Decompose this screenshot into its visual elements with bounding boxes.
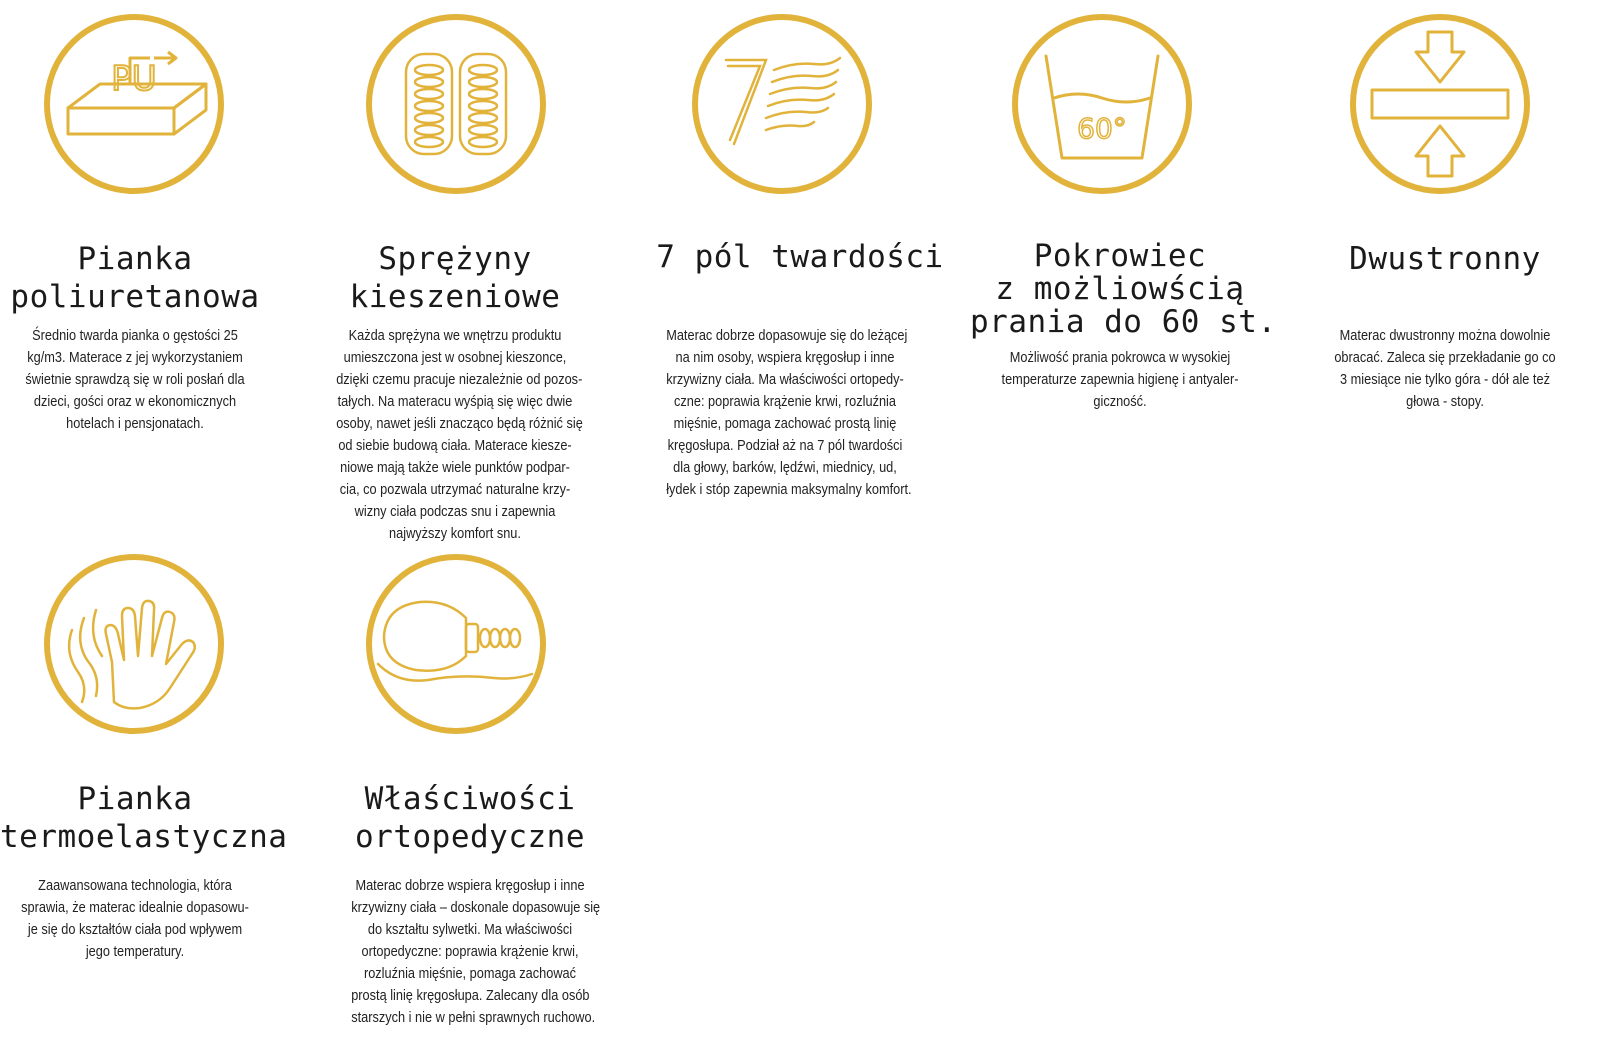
desc-line: na nim osoby, wspiera kręgosłup i inne (675, 350, 895, 366)
title-line: Pianka (77, 241, 193, 277)
desc-line: cia, co pozwala utrzymać naturalne krzy- (339, 482, 571, 498)
title-line: prania do 60 st. (970, 304, 1277, 340)
desc-line: Materac dwustronny można dowolnie (1339, 328, 1551, 344)
desc-line: hotelach i pensjonatach. (66, 416, 204, 432)
feature-title (970, 238, 1277, 340)
desc-line: starszych i nie w pełni sprawnych ruchowo. (351, 1010, 596, 1026)
desc-line: temperaturze zapewnia higienę i antyaler- (1001, 372, 1239, 388)
wash-60-icon (1010, 12, 1194, 196)
title-line: termoelastyczna (0, 819, 288, 855)
desc-line: tałych. Na materacu wyśpią się więc dwie (337, 394, 573, 410)
title-line: poliuretanowa (10, 279, 260, 315)
feature-orthopedic (320, 550, 620, 1050)
feature-description (666, 325, 912, 501)
desc-line: giczność. (1093, 394, 1147, 410)
desc-line: sprawia, że materac idealnie dopasowu- (21, 900, 249, 916)
desc-line: rozluźnia mięśnie, pomaga zachować (363, 966, 577, 982)
desc-line: je się do kształtów ciała pod wpływem (27, 922, 243, 938)
title-line: Pianka (77, 781, 193, 817)
feature-description (336, 325, 583, 545)
title-line: Właściwości (364, 781, 576, 817)
title-line: Pokrowiec (1033, 238, 1207, 274)
desc-line: prostą linię kręgosłupa. Zalecany dla osób (351, 988, 590, 1004)
desc-line: umieszczona jest w osobnej kieszonce, (343, 350, 567, 366)
desc-line: kg/m3. Materace z jej wykorzystaniem (27, 350, 243, 366)
title-line: kieszeniowe (349, 279, 561, 315)
desc-line: łydek i stóp zapewnia maksymalny komfort. (666, 482, 912, 498)
title-line: Dwustronny (1349, 241, 1541, 277)
feature-memory-foam (0, 550, 288, 970)
desc-line: krzywizny ciała – doskonale dopasowuje się (351, 900, 601, 916)
desc-line: głowa - stopy. (1406, 394, 1484, 410)
desc-line: jego temperatury. (85, 944, 185, 960)
desc-line: od siebie budową ciała. Materace kiesze- (338, 438, 572, 454)
desc-line: do kształtu sylwetki. Ma właściwości (367, 922, 573, 938)
desc-line: krzywizny ciała. Ma właściwości ortopedy- (666, 372, 904, 388)
pocket-springs-icon (364, 12, 548, 196)
desc-line: świetnie sprawdzą się w roli posłań dla (25, 372, 245, 388)
desc-line: ortopedyczne: poprawia krążenie krwi, (361, 944, 579, 960)
title-line: Sprężyny (378, 241, 532, 277)
desc-line: osoby, nawet jeśli znacząco będą różnić się (336, 416, 583, 432)
double-sided-icon (1348, 12, 1532, 196)
desc-line: Możliwość prania pokrowca w wysokiej (1009, 350, 1231, 366)
seven-zones-icon (690, 12, 874, 196)
desc-line: dzieci, gości oraz w ekonomicznych (33, 394, 237, 410)
wash-60-icon-label: 60° (1077, 112, 1127, 145)
feature-description (16, 875, 254, 963)
desc-line: dla głowy, barków, lędźwi, miednicy, ud, (673, 460, 897, 476)
desc-line: wizny ciała podczas snu i zapewnia (354, 504, 556, 520)
title-line: ortopedyczne (355, 819, 585, 855)
desc-line: kręgosłupa. Podział aż na 7 pól twardości (667, 438, 903, 454)
feature-title (0, 240, 270, 316)
pu-foam-icon-label: PU (111, 59, 157, 99)
desc-line: Średnio twarda pianka o gęstości 25 (32, 328, 238, 344)
desc-line: niowe mają także wiele punktów podpar- (340, 460, 570, 476)
desc-line: czne: poprawia krążenie krwi, rozluźnia (674, 394, 896, 410)
pu-foam-icon (42, 12, 226, 196)
feature-description (1326, 325, 1564, 413)
feature-title (320, 240, 590, 316)
desc-line: mięśnie, pomaga zachować prostą linię (673, 416, 897, 432)
orthopedic-spine-icon (364, 552, 548, 736)
title-line: z możliowścią (995, 271, 1245, 307)
desc-line: Zaawansowana technologia, która (38, 878, 232, 894)
desc-line: obracać. Zaleca się przekładanie go co (1334, 350, 1556, 366)
desc-line: Materac dobrze dopasowuje się do leżącej (666, 328, 908, 344)
feature-description (16, 325, 254, 435)
feature-pu-foam (0, 0, 270, 450)
desc-line: 3 miesiące nie tylko góra - dół ale też (1340, 372, 1550, 388)
title-line: 7 pól twardości (656, 239, 944, 275)
desc-line: najwyższy komfort snu. (389, 526, 521, 542)
feature-title (650, 238, 950, 276)
feature-seven-zones (650, 0, 950, 520)
feature-double-sided (1310, 0, 1580, 430)
desc-line: Każda sprężyna we wnętrzu produktu (348, 328, 562, 344)
feature-title (1310, 240, 1580, 278)
desc-line: Materac dobrze wspiera kręgosłup i inne (355, 878, 585, 894)
feature-title (320, 780, 620, 856)
hand-imprint-icon (42, 552, 226, 736)
feature-description (351, 875, 601, 1029)
feature-washable-cover (970, 0, 1277, 430)
feature-title (0, 780, 288, 856)
desc-line: dzięki czemu pracuje niezależnie od pozos- (336, 372, 583, 388)
feature-pocket-springs (320, 0, 590, 550)
feature-description (1001, 347, 1239, 413)
